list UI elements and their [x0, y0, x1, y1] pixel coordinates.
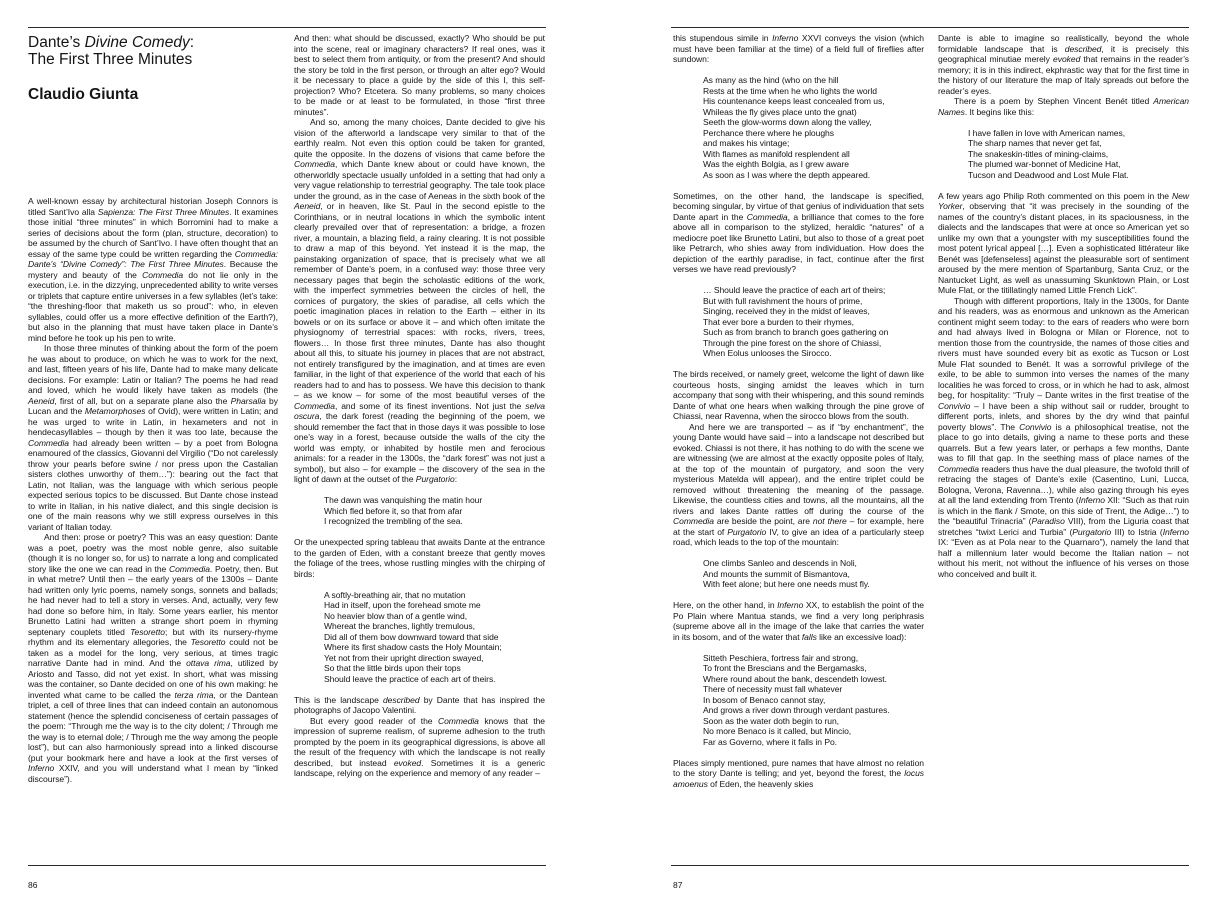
verse-line: One climbs Sanleo and descends in Noli, [703, 558, 857, 568]
verse-line: Through the pine forest on the shore of Chiassi, [703, 337, 882, 348]
article-title: Dante’s Divine Comedy: The First Three Minutes [28, 34, 195, 68]
body-paragraph: A few years ago Philip Roth commented on this poem in the New Yorker, observing that “it was precisely in the sounding of the names of the country’s distant places, in its spaciousness, in the dialects and the landscapes that were at once so American yet so unlike my own that a youngster with my susceptibilities found the most potent lyrical appeal […]. Even a sophisticated littérateur like Benét was [defenseless] against the pleasurable sort of sentiment aroused by the mere mention of Spartanburg, Santa Cruz, or the Nantucket Light, as well as unassuming Skunktown Plain, or Lost Mule Flat, or the titillatingly named Little French Lick”. [938, 190, 1189, 295]
verse-line: Tucson and Deadwood and Lost Mule Flat. [968, 169, 1129, 180]
body-paragraph: The birds received, or namely greet, welcome the light of dawn like courteous hosts, singing amidst the leaves which in turn accompany that song with their whispering, and this sound reminds Dante of what one hears when walking through the pine grove of Chiassi, near Ravenna, when the sirocco blows from the south. [673, 369, 924, 421]
verse-line: and makes his vintage; [703, 138, 790, 148]
verse-line: To front the Brescians and the Bergamasks, [703, 663, 867, 673]
verse-line: A softly-breathing air, that no mutation [324, 589, 466, 600]
verse-line: Such as from branch to branch goes gathering on [703, 327, 889, 337]
verse-quote [968, 128, 1189, 181]
verse-line: I recognized the trembling of the sea. [324, 516, 463, 526]
verse-line: His countenance keeps least concealed from us, [703, 96, 885, 106]
verse-line: The plumed war-bonnet of Medicine Hat, [968, 159, 1121, 169]
body-paragraph: There is a poem by Stephen Vincent Benét titled American Names. It begins like this: [938, 96, 1189, 117]
verse-line: Whereat the branches, lightly tremulous, [324, 621, 475, 631]
verse-line: When Eolus unlooses the Sirocco. [703, 348, 832, 358]
body-paragraph: Though with different proportions, Italy in the 1300s, for Dante and his readers, was as enormous and unknown as the American continent might seem today: to the ears of readers who were born and had always lived in Bologna or Milan or Florence, not to mention those from the countryside, the names of those cities and rivers must have sounded every bit as exotic as Tucson or Lost Mule Flat sounded to Benét. It was a sorrowful privilege of the exile, to be able to summon into verses the names of the many localities he was forced to cross, or in which he had to ask, almost beg, for hospitality: “Truly – Dante writes in the first treatise of the Convivio – I have been a ship without sail or rudder, brought to different ports, inlets, and shores by the dry wind that painful poverty blows”. The Convivio is a philosophical treatise, not the place to go into details, giving a name to these ports and these quarrels. But a few years later, or perhaps a few months, Dante was to fill that gap. In the seething mass of place names of the Commedia readers thus have the dual pleasure, the twofold thrill of retracing the stages of Dante’s exile (Casentino, Luni, Lucca, Bologna, Verona, Ravenna…), while also gazing through his eyes at all the land extending from Trento (Inferno XII: “Such as that ruin is which in the flank / Smote, on this side of Trent, the Adige…”) to the “beautiful Trinacria” (Paradiso VIII), from the Liguria coast that stretches “twixt Lerici and Turbia” (Purgatorio III) to Istria (Inferno IX: “Even as at Pola near to the Quarnaro”), namely the land that half a millennium later would become the Italian nation – not without his merit, not without the influence of his verses on those who conceived and built it. [938, 295, 1189, 579]
verse-line: Sitteth Peschiera, fortress fair and strong, [703, 652, 859, 663]
top-rule-right [671, 27, 1189, 28]
text-column-3 [673, 33, 924, 789]
verse-line: Whileas the fly gives place unto the gnat) [703, 106, 857, 117]
text-column-2 [294, 33, 545, 779]
verse-line: Singing, received they in the midst of leaves, [703, 306, 870, 316]
verse-line: Seeth the glow-worms down along the valley, [703, 117, 872, 127]
verse-line: Rests at the time when he who lights the world [703, 85, 877, 96]
verse-line: Soon as the water doth begin to run, [703, 715, 839, 726]
verse-line: That ever bore a burden to their rhymes, [703, 316, 854, 327]
body-paragraph: And then: prose or poetry? This was an easy question: Dante was a poet, poetry was the most noble genre, also suitable (though it is no longer so, for us) to narrate a long and complicated story like the one we can read in the Commedia. Poetry, then. But in what metre? Until then – the early years of the 1300s – Dante had written only lyric poems, namely songs, sonnets and ballads; he had never had to tell a story in verses. And, actually, very few had done so before him, in Italy. Some years earlier, his mentor Brunetto Latini had written a strange short poem in rhyming septenary couplets titled Tesoretto; but with its nursery-rhyme rhythm and its elementary allegories, the Tesoretto could not be taken as a model for the long, very serious, at times tragic narrative Dante had in mind. And the ottava rima, utilized by Ariosto and Tasso, did not yet exist. In short, what was missing was the container, so Dante decided on one of his own making: he invented what came to be called the terza rima, or the Dantean triplet, a cell of three lines that can indeed contain an autonomous statement (hence the splendid conciseness of certain passages of the poem: “Through me the way is to the city dolent; / Through me the way is to eternal dole; / Through me the way among the people lost”), but can also harmoniously spread into a linked discourse (put your bookmark here and have a look at the first verses of Inferno XXIV, and you will understand what I mean by “linked discourse”). [28, 532, 279, 784]
verse-line: Yet not from their upright direction swayed, [324, 652, 484, 663]
verse-line: Far as Governo, where it falls in Po. [703, 736, 838, 747]
verse-quote [324, 590, 545, 685]
verse-line: There of necessity must fall whatever [703, 684, 843, 694]
verse-line: Did all of them bow downward toward that side [324, 631, 499, 642]
verse-line: So that the little birds upon their tops [324, 663, 461, 673]
body-paragraph: Sometimes, on the other hand, the landscape is specified, becoming singular, by virtue of that genius of individuation that sets Dante apart in the Commedia, a brilliance that comes to the fore above all in comparison to the stylized, heraldic “natures” of a mediocre poet like Brunetto Latini, but also to those of a great poet like Petrarch, who shies away from individuation. How does the depiction of the earthly paradise, in fact, continue after the first verses we have read previously? [673, 190, 925, 274]
page-number-left: 86 [28, 880, 38, 890]
verse-line: The snakeskin-titles of mining-claims, [968, 148, 1109, 159]
verse-quote [703, 653, 924, 748]
verse-quote [703, 75, 924, 180]
verse-line: The dawn was vanquishing the matin hour [324, 495, 483, 505]
body-paragraph: this stupendous simile in Inferno XXVI conveys the vision (which must have been familiar at the time) of a field full of fireflies after sundown: [673, 33, 924, 64]
article-author: Claudio Giunta [28, 86, 139, 103]
body-paragraph: And then: what should be discussed, exactly? Who should be put into the scene, real or imaginary characters? If real ones, was it best to select them from antiquity, or from the present? And should the story be told in the first person, or through an alter ego? Would it be necessary to place a guide by the side of this I, this self-projection? Who? Etcetera. So many problems, so many choices to be made or at least to be formulated, in those “first three minutes”. [294, 33, 545, 117]
body-paragraph: But every good reader of the Commedia knows that the impression of supreme realism, of supreme adhesion to the truth prompted by the poem in its geographical digressions, is above all the result of the frequency with which the landscape is not really described, but instead evoked. Sometimes it is a generic landscape, relying on the experience and memory of any reader – [294, 715, 545, 778]
verse-line: With feet alone; but here one needs must fly. [703, 579, 870, 589]
verse-quote [703, 285, 924, 359]
verse-line: Which fled before it, so that from afar [324, 505, 463, 516]
verse-line: And mounts the summit of Bismantova, [703, 568, 850, 579]
body-paragraph: In those three minutes of thinking about the form of the poem he was about to produce, on which he was to work for the next, and last, fifteen years of his life, Dante had to make many delicate decisions. For example: Latin or Italian? The poems he had read and loved, which he would likely have taken as models (the Aeneid, first of all, but on a separate plane also the Pharsalia by Lucan and the Metamorphoses of Ovid), were written in Latin; and he was urged to write in Latin, in hexameters and not in hendecasyllables – though by then it was too late, because the Commedia had already been written – by a poet from Bologna enamoured of the classics, Giovanni del Virgilio (“Do not carelessly throw your pearls before swine / nor press upon the Castalian sisters clothes unworthy of them…”): bearing out the fact that Latin, not Italian, was the language with which serious people expected serious topics to be discussed. But Dante chose instead to write in Italian, in his native dialect, and this single decision is one of the main reasons why we still express ourselves in this variant of Italian today. [28, 343, 278, 532]
top-rule-left [28, 27, 546, 28]
verse-line: Had in itself, upon the forehead smote me [324, 600, 481, 610]
verse-quote [324, 495, 545, 527]
verse-line: No heavier blow than of a gentle wind, [324, 610, 468, 621]
body-paragraph: Here, on the other hand, in Inferno XX, to establish the point of the Po Plain where Mantua stands, we find a very long periphrasis (supreme above all in the image of the lake that carries the water in its bosom, and of the water that falls like an excessive load): [673, 600, 924, 642]
verse-line: Where round about the bank, descendeth lowest. [703, 673, 887, 684]
body-paragraph: And so, among the many choices, Dante decided to give his vision of the afterworld a landscape very similar to that of the earthly realm. Not even this option could be taken for granted, quite the opposite. In the dozens of visions that came before the Commedia, which Dante knew about or could have known, the otherworldly spectacle usually unfolded in a setting that had only a very vague relationship to terrestrial geography. The tale took place under the ground, as in the case of Aeneas in the sixth book of the Aeneid, or in heaven, like St. Paul in the second epistle to the Corinthians, or in neutral locations in which the symbolic intent clearly prevailed over that of representation: a bridge, a frozen river, a mountain, a blazing field, a rainy clearing. It is not possible to draw a map of this beyond. Yet instead it is the map, the painstaking organization of space, that is precisely what we all remember of Dante’s poem, in a confused way: those three very necessary pages that begin the scholastic editions of the work, with the imperfect symmetries between the circles of hell, the cornices of purgatory, the skies of paradise, all cells which the poetic imagination places in relation to the Earth – either in its bowels or on its surface or above it – and which often imitate the physiognomy of terrestrial spaces: with rocks, rivers, trees, flowers… In those first three minutes, Dante has also thought about all this, to situate his journey in places that are not abstract, not entirely transfigured by the imagination, and at times are even familiar, in the light of that experience of the world that each of his readers had to and has to possess. We have this decision to thank – as we know – for some of the most beautiful verses of the Commedia, and some of its finest inventions. Not just the selva oscura, the dark forest (reading the beginning of the poem, we should remember the fact that in those days it was possible to lose one’s way in a forest, because outside the walls of the city the world was empty, or inhabited by hostile men and ferocious animals: for a reader in the 1300s, the “dark forest” was not just a symbol), but also – for example – the discovery of the sea in the light of dawn at the outset of the Purgatorio: [294, 117, 545, 484]
body-paragraph: Dante is able to imagine so realistically, beyond the whole formidable landscape that is described, it is precisely this geographical minutiae merely evoked that remains in the reader’s memory; it is in this indirect, ekphrastic way that for the first time in the history of our literature the map of Italy spreads out before the reader’s eyes. [938, 33, 1189, 96]
verse-line: … Should leave the practice of each art of theirs; [703, 285, 886, 295]
verse-line: The sharp names that never get fat, [968, 138, 1102, 148]
body-paragraph: And here we are transported – as if “by enchantment”, the young Dante would have said – into a landscape not described but evoked. Chiassi is not there, it has nothing to do with the scene we are witnessing (we are almost at the exactly opposite poles of Italy, at the top of the mountain of purgatory, and soon the very mysterious Matelda will appear), and the entire triplet could be removed without threatening the meaning of the passage. Likewise, the countless cities and towns, all the mountains, all the rivers and lakes Dante rattles off during the course of the Commedia are beside the point, are not there – for example, here at the start of Purgatorio IV, to give an idea of a particularly steep road, which leads to the top of the mountain: [673, 421, 924, 547]
verse-line: Perchance there where he ploughs [703, 127, 834, 138]
verse-line: With flames as manifold resplendent all [703, 148, 850, 159]
verse-line: As many as the hind (who on the hill [703, 75, 839, 85]
bottom-rule-left [28, 865, 546, 866]
text-column-1 [28, 196, 278, 784]
verse-line: Should leave the practice of each art of theirs. [324, 673, 496, 684]
verse-line: Where its first shadow casts the Holy Mountain; [324, 642, 502, 652]
body-paragraph: Or the unexpected spring tableau that awaits Dante at the entrance to the garden of Eden, with a constant breeze that gently moves the foliage of the trees, whose rustling mingles with the chirping of birds: [294, 537, 545, 579]
body-paragraph: This is the landscape described by Dante that has inspired the photographs of Jacopo Valentini. [294, 694, 545, 715]
verse-line: Was the eighth Bolgia, as I grew aware [703, 159, 850, 169]
verse-line: But with full ravishment the hours of prime, [703, 295, 863, 306]
text-column-4 [938, 33, 1189, 579]
verse-line: In bosom of Benaco cannot stay, [703, 694, 826, 705]
verse-line: As soon as I was where the depth appeared. [703, 169, 871, 180]
verse-line: And grows a river down through verdant pastures. [703, 705, 890, 715]
verse-line: No more Benaco is it called, but Mincio, [703, 726, 852, 736]
verse-line: I have fallen in love with American names, [968, 127, 1126, 138]
bottom-rule-right [671, 865, 1189, 866]
body-paragraph: Places simply mentioned, pure names that have almost no relation to the story Dante is telling; and yet, beyond the forest, the locus amoenus of Eden, the heavenly skies [673, 757, 924, 789]
body-paragraph: A well-known essay by architectural historian Joseph Connors is titled Sant’Ivo alla Sapienza: The First Three Minutes. It examines those initial “three minutes” in which Borromini had to make a series of decisions about the form (plan, structure, decoration) to be assumed by the church of Sant’Ivo. I have often thought that an essay of the same type could be written regarding the Commedia: Dante’s “Divine Comedy”: The First Three Minutes. Because the mystery and beauty of the Commedia do not lie only in the execution, i.e. in the dizzying, unprecedented ability to write verses or triplets that capture entire universes in a few syllables (let’s take: “the threshing-floor that maketh us so proud”: who, in eleven syllables, could offer us a more effective definition of the Earth?), but also in the planning that must have taken place in Dante’s mind before he took up his pen to write. [28, 196, 279, 343]
page-number-right: 87 [673, 880, 683, 890]
verse-quote [703, 558, 924, 590]
